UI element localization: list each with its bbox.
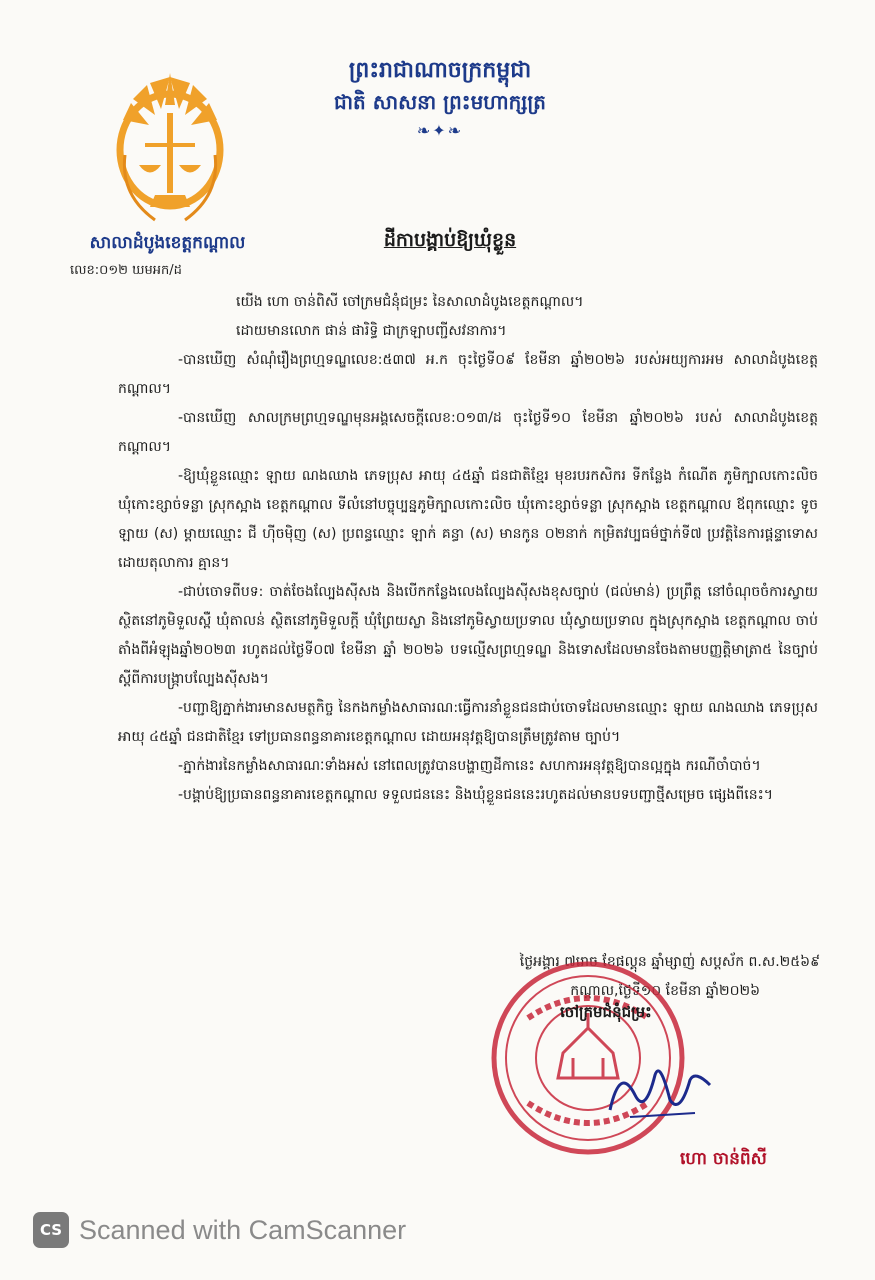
camscanner-text: Scanned with CamScanner	[79, 1214, 407, 1245]
document-title: ដីកាបង្គាប់ឱ្យឃុំខ្លួន	[383, 229, 517, 251]
signer-title: ចៅក្រមជំនុំជម្រះ	[560, 1003, 652, 1021]
paragraph-charges: -ជាប់ចោទពីបទ: ចាត់ចែងល្បែងស៊ីសង និងបើកកន្លែងលេងល្បែងស៊ីសងខុសច្បាប់ (ជល់មាន់) ប្រព្រឹត្ត នៅចំណុចចំការស្វាយ ស្ថិតនៅភូមិទួលស្ពឺ ឃុំតាលន់ ស្ថិតនៅភូមិទួលក្ដី ឃុំព្រែយស្លា និងនៅភូមិស្វាយប្រទាល ឃុំស្វាយប្រទាល ក្នុងស្រុកស្អាង ខេត្តកណ្ដាល ចាប់តាំងពីអំឡុងឆ្នាំ២០២៣ រហូតដល់ថ្ងៃទី០៧ ខែមីនា ឆ្នាំ ២០២៦ បទល្មើសព្រហ្មទណ្ឌ និងទោសដែលមានចែងតាមបញ្ញត្តិមាត្រា៥ នៃច្បាប់ស្ដីពីការបង្ក្រាបល្បែងស៊ីសង។	[118, 584, 818, 687]
solar-date: កណ្ដាល,ថ្ងៃទី១០ ខែមីនា ឆ្នាំ២០២៦	[570, 983, 760, 999]
camscanner-watermark	[33, 1210, 406, 1250]
kingdom-motto: ជាតិ សាសនា ព្រះមហាក្សត្រ	[334, 90, 546, 114]
paragraph-cooperation: -ភ្នាក់ងារនៃកម្លាំងសាធារណៈទាំងអស់ នៅពេលត្រូវបានបង្ហាញដីកានេះ សហការអនុវត្តឱ្យបានល្អក្នុង ករណីចាំបាច់។	[178, 758, 761, 774]
handwritten-signature-icon	[600, 1055, 720, 1125]
lunar-date: ថ្ងៃអង្គារ ៧រោច ខែផល្គុន ឆ្នាំម្សាញ់ សប្ដស័ក ព.ស.២៥៦៩	[519, 954, 820, 970]
paragraph-judgment: -បានឃើញ សាលក្រមព្រហ្មទណ្ឌមុនអង្គសេចក្ដីលេខ:០១៣/ដ ចុះថ្ងៃទី១០ ខែមីនា ឆ្នាំ២០២៦ របស់ សាលាដំបូងខេត្តកណ្ដាល។	[118, 410, 818, 455]
paragraph-prison-order: -បង្គាប់ឱ្យប្រធានពន្ធនាគារខេត្តកណ្ដាល ទទួលជននេះ និងឃុំខ្លួនជននេះរហូតដល់មានបទបញ្ជាថ្មីសម្រេច ផ្សេងពីនេះ។	[178, 787, 774, 803]
paragraph-detainee: -ឱ្យឃុំខ្លួនឈ្មោះ ឡាយ ណងឈាង ភេទប្រុស អាយុ ៤៥ឆ្នាំ ជនជាតិខ្មែរ មុខរបរកសិករ ទីកន្លែង កំណើត ភូមិក្បាលកោះលិច ឃុំកោះខ្សាច់ទន្លា ស្រុកស្អាង ខេត្តកណ្ដាល ទីលំនៅបច្ចុប្បន្នភូមិក្បាលកោះលិច ឃុំកោះខ្សាច់ទន្លា ស្រុកស្អាង ខេត្តកណ្ដាល ឪពុកឈ្មោះ ទូច ឡាយ (ស) ម្ដាយឈ្មោះ ជី ហ៊ីចមុិញ (ស) ប្រពន្ធឈ្មោះ ឡាក់ គន្ធា (ស) មានកូន ០២នាក់ កម្រិតវប្បធម៌ថ្នាក់ទី៧ ប្រវត្តិនៃការផ្ដន្ទាទោសដោយតុលាការ គ្មាន។	[118, 468, 818, 571]
court-name: សាលាដំបូងខេត្តកណ្ដាល	[89, 233, 246, 253]
reference-number: លេខ:០១២ ឃមអក/ដ	[70, 263, 182, 278]
document-body	[118, 288, 818, 810]
paragraph-order-escort: -បញ្ជាឱ្យភ្នាក់ងារមានសមត្ថកិច្ច នៃកងកម្លាំងសាធារណ:ធ្វើការនាំខ្លួនជនជាប់ចោទដែលមានឈ្មោះ ឡាយ ណងឈាង ភេទប្រុស អាយុ ៤៥ឆ្នាំ ជនជាតិខ្មែរ ទៅប្រធានពន្ធនាគារខេត្តកណ្ដាល ដោយអនុវត្តឱ្យបានត្រឹមត្រូវតាម ច្បាប់។	[118, 700, 818, 745]
kingdom-header	[300, 55, 580, 145]
intro-judge: យើង ហោ ចាន់ពិសី ចៅក្រមជំនុំជម្រះ នៃសាលាដំបូងខេត្តកណ្ដាល។	[236, 294, 584, 310]
camscanner-logo-icon: CS	[33, 1212, 69, 1248]
intro-clerk: ដោយមានលោក ផាន់ ផារិទ្ធិ ជាក្រឡាបញ្ជីសវនាការ។	[236, 323, 507, 339]
paragraph-case-file: -បានឃើញ សំណុំរឿងព្រហ្មទណ្ឌលេខ:៥៣៧ អ.ក ចុះថ្ងៃទី០៩ ខែមីនា ឆ្នាំ២០២៦ របស់អយ្យការអម សាលាដំបូងខេត្តកណ្ដាល។	[118, 352, 818, 397]
kingdom-name: ព្រះរាជាណាចក្រកម្ពុជា	[348, 58, 532, 83]
signer-name: ហោ ចាន់ពិសី	[680, 1149, 767, 1169]
header-ornament: ❧✦❧	[416, 121, 464, 140]
court-emblem-icon	[95, 65, 245, 235]
